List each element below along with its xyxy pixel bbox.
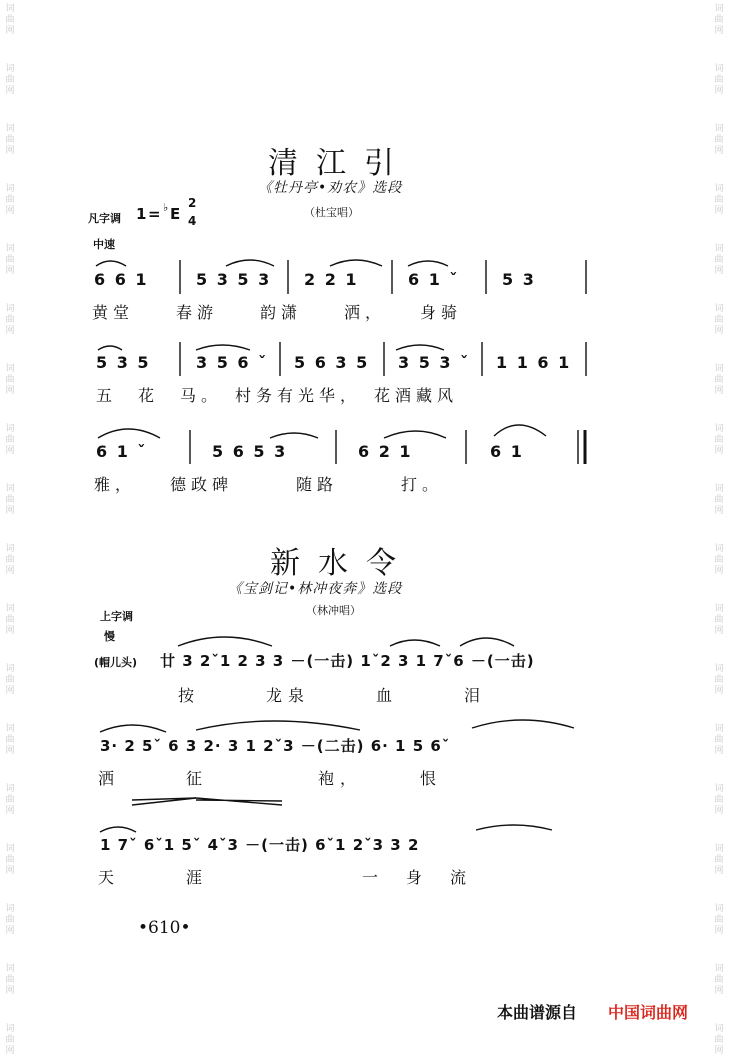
s2-l3-notes: 1 7ˇ 6ˇ1 5ˇ 4ˇ3 －(一击) 6ˇ1 2ˇ3 3 2 bbox=[100, 836, 420, 854]
slur bbox=[100, 827, 136, 832]
song1-key-one: 1 bbox=[136, 205, 147, 223]
watermark-char: 曲 bbox=[5, 255, 15, 265]
song1-title: 清江引 bbox=[268, 146, 412, 181]
slur bbox=[460, 638, 514, 646]
watermark-char: 词 bbox=[714, 604, 724, 614]
watermark-char: 曲 bbox=[5, 795, 15, 805]
watermark-char: 词 bbox=[714, 64, 724, 74]
watermark-char: 词 bbox=[5, 304, 15, 314]
watermark-char: 网 bbox=[714, 146, 724, 156]
watermark-char: 网 bbox=[5, 26, 15, 36]
watermark-char: 网 bbox=[714, 86, 724, 96]
watermark-char: 网 bbox=[5, 1046, 15, 1056]
watermark-char: 曲 bbox=[714, 855, 724, 865]
watermark-char: 词 bbox=[5, 184, 15, 194]
watermark-char: 词 bbox=[714, 724, 724, 734]
watermark-char: 曲 bbox=[714, 915, 724, 925]
s1-l3-m4: 6 1 bbox=[490, 442, 524, 461]
watermark-char: 网 bbox=[714, 806, 724, 816]
watermark-char: 曲 bbox=[714, 735, 724, 745]
watermark-char: 网 bbox=[714, 566, 724, 576]
watermark-char: 曲 bbox=[5, 855, 15, 865]
song1-source: 《牡丹亭•劝农》选段 bbox=[258, 180, 403, 196]
slur bbox=[196, 721, 360, 730]
watermark-char: 网 bbox=[714, 986, 724, 996]
watermark-char: 网 bbox=[714, 746, 724, 756]
s1-l2-m2: 3 5 6 ˇ bbox=[196, 353, 269, 372]
song2-title: 新水令 bbox=[270, 546, 414, 581]
s2-l1-lead: (帽儿头) bbox=[94, 656, 138, 669]
watermark-char: 词 bbox=[714, 664, 724, 674]
watermark-char: 曲 bbox=[714, 15, 724, 25]
s1-l1-m1: 6 6 1 bbox=[94, 270, 149, 289]
watermark-char: 词 bbox=[714, 484, 724, 494]
watermark-char: 网 bbox=[5, 806, 15, 816]
watermark-char: 词 bbox=[5, 904, 15, 914]
watermark-char: 网 bbox=[5, 746, 15, 756]
watermark-char: 词 bbox=[5, 604, 15, 614]
s1-l1-m3: 2 2 1 bbox=[304, 270, 359, 289]
s1-l3-lyrics: 雅， 德政碑 随路 打。 bbox=[94, 475, 444, 494]
watermark-char: 词 bbox=[5, 244, 15, 254]
s1-l3-m3: 6 2 1 bbox=[358, 442, 413, 461]
watermark-char: 曲 bbox=[5, 615, 15, 625]
watermark-char: 网 bbox=[714, 926, 724, 936]
watermark-char: 曲 bbox=[714, 375, 724, 385]
slur bbox=[98, 346, 122, 350]
watermark-char: 曲 bbox=[5, 75, 15, 85]
s1-l2-m1: 5 3 5 bbox=[96, 353, 151, 372]
s1-l2-m3: 5 6 3 5 bbox=[294, 353, 370, 372]
watermark-char: 网 bbox=[5, 926, 15, 936]
watermark-char: 词 bbox=[5, 484, 15, 494]
watermark-char: 词 bbox=[714, 424, 724, 434]
watermark-char: 词 bbox=[714, 364, 724, 374]
watermark-char: 曲 bbox=[5, 915, 15, 925]
watermark-char: 曲 bbox=[714, 1035, 724, 1045]
watermark-char: 网 bbox=[714, 686, 724, 696]
footer-source-text: 本曲谱源自 bbox=[497, 1003, 578, 1022]
watermark-char: 词 bbox=[5, 784, 15, 794]
song2-source: 《宝剑记•林冲夜奔》选段 bbox=[228, 581, 403, 597]
watermark-char: 网 bbox=[5, 266, 15, 276]
watermark-char: 词 bbox=[714, 244, 724, 254]
footer-site-text: 中国词曲网 bbox=[608, 1003, 689, 1022]
song1-key-eq: = bbox=[148, 205, 161, 223]
slur bbox=[476, 825, 552, 830]
watermark-char: 曲 bbox=[5, 735, 15, 745]
watermark-char: 词 bbox=[714, 784, 724, 794]
watermark-char: 曲 bbox=[5, 1035, 15, 1045]
s1-l2-m4: 3 5 3 ˇ bbox=[398, 353, 471, 372]
watermark-char: 曲 bbox=[714, 675, 724, 685]
watermark-char: 词 bbox=[714, 964, 724, 974]
slur bbox=[270, 433, 318, 438]
s1-l1-m2: 5 3 5 3 bbox=[196, 270, 272, 289]
watermark-char: 网 bbox=[5, 866, 15, 876]
watermark-char: 网 bbox=[714, 626, 724, 636]
watermark-char: 词 bbox=[5, 844, 15, 854]
watermark-char: 词 bbox=[714, 4, 724, 14]
watermark-char: 网 bbox=[714, 266, 724, 276]
watermark-char: 词 bbox=[714, 544, 724, 554]
watermark-char: 曲 bbox=[5, 375, 15, 385]
watermark-char: 曲 bbox=[5, 435, 15, 445]
watermark-char: 曲 bbox=[5, 135, 15, 145]
watermark-char: 词 bbox=[5, 964, 15, 974]
watermark-char: 曲 bbox=[5, 555, 15, 565]
watermark-char: 网 bbox=[5, 626, 15, 636]
watermark-char: 词 bbox=[714, 124, 724, 134]
s1-l1-m5: 5 3 bbox=[502, 270, 536, 289]
watermark-char: 词 bbox=[714, 304, 724, 314]
watermark-char: 曲 bbox=[714, 435, 724, 445]
watermark-char: 网 bbox=[714, 1046, 724, 1056]
watermark-char: 网 bbox=[5, 446, 15, 456]
slur bbox=[196, 345, 250, 350]
song1-singer: （杜宝唱） bbox=[304, 206, 359, 219]
watermark-char: 词 bbox=[5, 424, 15, 434]
watermark-char: 网 bbox=[5, 566, 15, 576]
watermark-char: 词 bbox=[5, 544, 15, 554]
song1-key-flat: ♭ bbox=[163, 201, 169, 214]
watermark-char: 词 bbox=[5, 4, 15, 14]
slur bbox=[494, 425, 546, 436]
slur bbox=[472, 720, 574, 728]
watermark-char: 词 bbox=[714, 184, 724, 194]
slur bbox=[226, 260, 274, 266]
watermark-char: 词 bbox=[5, 124, 15, 134]
watermark-char: 曲 bbox=[714, 195, 724, 205]
watermark-char: 曲 bbox=[714, 555, 724, 565]
watermark-char: 曲 bbox=[714, 975, 724, 985]
song1-time-num: 2 bbox=[188, 196, 197, 210]
s2-l2-notes: 3· 2 5ˇ 6 3 2· 3 1 2ˇ3 －(二击) 6· 1 5 6ˇ bbox=[100, 737, 451, 755]
watermark-char: 词 bbox=[714, 1024, 724, 1034]
watermark-char: 词 bbox=[5, 724, 15, 734]
watermark-char: 网 bbox=[5, 686, 15, 696]
watermark-char: 曲 bbox=[5, 495, 15, 505]
watermark-char: 网 bbox=[714, 206, 724, 216]
slur bbox=[396, 345, 444, 350]
song1-key-e: E bbox=[170, 205, 181, 223]
watermark-char: 曲 bbox=[5, 195, 15, 205]
s2-l1-lyrics: 按 龙泉 血 泪 bbox=[178, 686, 487, 705]
watermark-char: 词 bbox=[714, 844, 724, 854]
watermark-char: 词 bbox=[5, 664, 15, 674]
slur bbox=[384, 431, 446, 438]
song1-time-den: 4 bbox=[188, 214, 197, 228]
slur bbox=[98, 429, 160, 438]
s1-l1-lyrics: 黄堂 春游 韵潇 洒， 身骑 bbox=[92, 303, 463, 322]
s1-l3-m1: 6 1 ˇ bbox=[96, 442, 148, 461]
watermark-char: 曲 bbox=[5, 15, 15, 25]
song2-mode: 上字调 bbox=[100, 610, 133, 623]
watermark-char: 曲 bbox=[714, 315, 724, 325]
watermark-char: 网 bbox=[5, 986, 15, 996]
watermark-char: 网 bbox=[714, 26, 724, 36]
slur bbox=[408, 261, 448, 266]
hairpin bbox=[196, 798, 282, 805]
watermark-char: 网 bbox=[714, 446, 724, 456]
watermark-char: 词 bbox=[5, 1024, 15, 1034]
song1-tempo: 中速 bbox=[93, 238, 115, 251]
watermark-char: 网 bbox=[5, 206, 15, 216]
s1-l2-lyrics: 五 花 马。 村务有光华， 花酒藏风 bbox=[96, 386, 459, 405]
watermark-char: 网 bbox=[5, 146, 15, 156]
s1-l2-m5: 1 1 6 1 bbox=[496, 353, 572, 372]
hairpin bbox=[132, 798, 196, 805]
song2-singer: （林冲唱） bbox=[306, 604, 361, 617]
s2-l3-lyrics: 天 涯 一 身 流 bbox=[98, 868, 473, 887]
watermark-char: 网 bbox=[5, 326, 15, 336]
watermark-char: 网 bbox=[714, 506, 724, 516]
slur bbox=[390, 640, 440, 646]
page-number: •610• bbox=[138, 918, 191, 938]
watermark-char: 曲 bbox=[714, 135, 724, 145]
watermark-char: 曲 bbox=[714, 255, 724, 265]
watermark-char: 网 bbox=[5, 506, 15, 516]
s1-l1-m4: 6 1 ˇ bbox=[408, 270, 460, 289]
watermark-char: 网 bbox=[714, 326, 724, 336]
s1-l3-m2: 5 6 5 3 bbox=[212, 442, 288, 461]
slur bbox=[178, 637, 272, 646]
watermark-char: 词 bbox=[5, 364, 15, 374]
s2-l1-notes: 廿 3 2ˇ1 2 3 3 －(一击) 1ˇ2 3 1 7ˇ6 －(一击) bbox=[160, 652, 535, 670]
slur bbox=[100, 725, 166, 732]
watermark-char: 词 bbox=[714, 904, 724, 914]
watermark-char: 曲 bbox=[714, 615, 724, 625]
slur bbox=[96, 261, 126, 266]
watermark-char: 曲 bbox=[5, 315, 15, 325]
song2-tempo: 慢 bbox=[104, 630, 115, 643]
watermark-char: 网 bbox=[714, 866, 724, 876]
song1-mode: 凡字调 bbox=[88, 212, 121, 225]
watermark-char: 曲 bbox=[5, 675, 15, 685]
watermark-char: 词 bbox=[5, 64, 15, 74]
watermark-char: 曲 bbox=[714, 75, 724, 85]
watermark-char: 网 bbox=[5, 386, 15, 396]
watermark-char: 曲 bbox=[714, 495, 724, 505]
slur bbox=[330, 260, 382, 266]
watermark-char: 网 bbox=[5, 86, 15, 96]
watermark-char: 曲 bbox=[5, 975, 15, 985]
watermark-char: 网 bbox=[714, 386, 724, 396]
watermark-char: 曲 bbox=[714, 795, 724, 805]
s2-l2-lyrics: 洒 征 袍， 恨 bbox=[98, 769, 443, 788]
